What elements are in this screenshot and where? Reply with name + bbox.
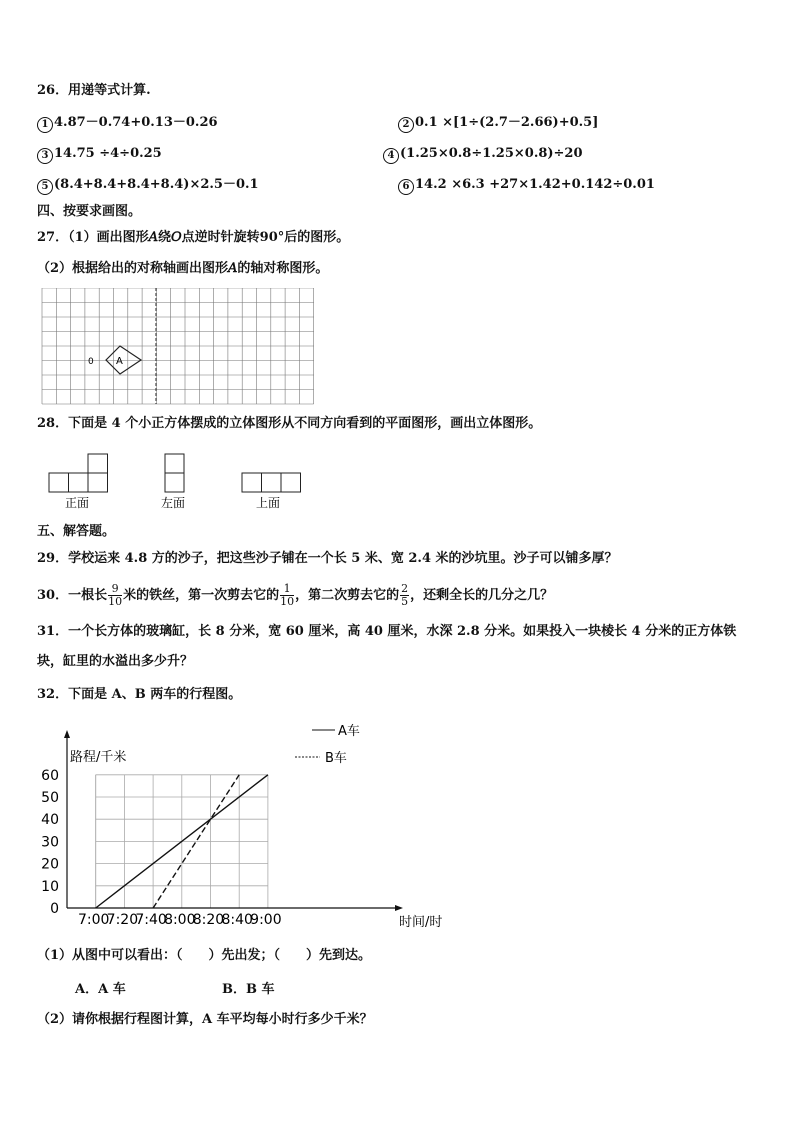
q26-item-5 bbox=[37, 176, 259, 195]
circled-number: 6 bbox=[398, 179, 414, 195]
grid-figure bbox=[41, 288, 315, 406]
y-tick-label: 30 bbox=[41, 834, 59, 851]
x-tick-label: 8:00 bbox=[164, 912, 196, 928]
circled-number: 4 bbox=[383, 148, 399, 164]
q31-line2: 块，缸里的水溢出多少升？ bbox=[37, 654, 194, 669]
q26-item-3 bbox=[37, 145, 162, 164]
q26-item-6 bbox=[398, 176, 655, 195]
y-tick-label: 10 bbox=[41, 878, 59, 895]
q30-part-a: 30．一根长 bbox=[37, 588, 108, 603]
x-tick-label: 7:20 bbox=[106, 912, 139, 928]
q26-item-4 bbox=[383, 145, 583, 164]
y-tick-label: 60 bbox=[41, 767, 59, 784]
circled-number: 2 bbox=[398, 117, 414, 133]
view-label-front: 正面 bbox=[65, 496, 90, 510]
q26-item-1 bbox=[37, 114, 218, 133]
circled-number: 3 bbox=[37, 148, 53, 164]
q28-views bbox=[45, 450, 315, 518]
q27-part2: （2）根据给出的对称轴画出图形𝐴的轴对称图形。 bbox=[37, 261, 329, 276]
q30-part-b: 米的铁丝，第一次剪去它的 bbox=[123, 588, 280, 603]
q30-part-d: ，还剩全长的几分之几？ bbox=[410, 588, 554, 603]
x-tick-label: 9:00 bbox=[250, 912, 282, 928]
q28-text: 28．下面是 4 个小正方体摆成的立体图形从不同方向看到的平面图形，画出立体图形。 bbox=[37, 416, 542, 431]
front-view bbox=[49, 454, 108, 492]
q32-sub2: （2）请你根据行程图计算，A 车平均每小时行多少千米？ bbox=[37, 1012, 373, 1027]
y-axis-label: 路程/千米 bbox=[70, 749, 127, 765]
left-view bbox=[165, 454, 184, 492]
circled-number: 5 bbox=[37, 179, 53, 195]
y-axis-arrow bbox=[64, 730, 70, 738]
circled-number: 1 bbox=[37, 117, 53, 133]
shape-a-label: A bbox=[116, 356, 123, 367]
section-4-heading: 四、按要求画图。 bbox=[37, 204, 142, 219]
q31-line1: 31．一个长方体的玻璃缸，长 8 分米，宽 60 厘米，高 40 厘米，水深 2.8 分米。如果投入一块棱长 4 分米的正方体铁 bbox=[37, 624, 737, 639]
option-b: B．B 车 bbox=[222, 982, 275, 997]
x-tick-label: 8:40 bbox=[221, 912, 253, 928]
fraction-9-10: $\frac{9}{10}$ bbox=[108, 582, 123, 608]
expression: 14.2 ×6.3 +27×1.42+0.142÷0.01 bbox=[415, 177, 655, 192]
x-tick-label: 7:00 bbox=[77, 912, 110, 928]
expression: 14.75 ÷4÷0.25 bbox=[54, 146, 162, 161]
view-label-top: 上面 bbox=[256, 496, 281, 510]
legend-a-label: A车 bbox=[338, 724, 360, 739]
y-tick-label: 20 bbox=[41, 856, 59, 873]
section-5-heading: 五、解答题。 bbox=[37, 524, 116, 539]
top-view bbox=[242, 473, 301, 492]
expression: 4.87－0.74+0.13－0.26 bbox=[54, 115, 218, 130]
expression: (8.4+8.4+8.4+8.4)×2.5－0.1 bbox=[54, 177, 259, 192]
view-label-left: 左面 bbox=[161, 496, 186, 510]
q30-text bbox=[37, 578, 553, 614]
option-a: A．A 车 bbox=[75, 982, 126, 997]
q30-part-c: ，第二次剪去它的 bbox=[295, 588, 400, 603]
x-tick-label: 8:20 bbox=[192, 912, 225, 928]
y-tick-label: 50 bbox=[41, 790, 59, 806]
y-tick-label: 0 bbox=[50, 901, 59, 917]
y-tick-label: 40 bbox=[41, 812, 59, 829]
travel-chart bbox=[30, 715, 460, 935]
point-o-label: 0 bbox=[88, 357, 94, 367]
fraction-1-10: $\frac{1}{10}$ bbox=[280, 582, 295, 608]
x-axis-arrow bbox=[395, 905, 403, 911]
x-axis-label: 时间/时 bbox=[399, 915, 443, 930]
fraction-2-5: $\frac{2}{5}$ bbox=[401, 582, 409, 608]
q26-item-2 bbox=[398, 114, 598, 133]
q26-title: 26．用递等式计算. bbox=[37, 83, 151, 98]
q32-title: 32．下面是 A、B 两车的行程图。 bbox=[37, 687, 242, 702]
x-tick-label: 7:40 bbox=[135, 912, 167, 928]
legend-b-label: B车 bbox=[325, 751, 347, 766]
expression: (1.25×0.8÷1.25×0.8)÷20 bbox=[400, 146, 583, 161]
shape-a bbox=[106, 346, 141, 374]
q32-sub1: （1）从图中可以看出：（ ）先出发；（ ）先到达。 bbox=[37, 948, 372, 963]
q29-text: 29．学校运来 4.8 方的沙子，把这些沙子铺在一个长 5 米、宽 2.4 米的沙坑里。沙子可以铺多厚？ bbox=[37, 551, 618, 566]
q27-part1: 27．（1）画出图形𝐴绕𝑂点逆时针旋转90°后的图形。 bbox=[37, 230, 350, 245]
expression: 0.1 ×[1÷(2.7－2.66)+0.5] bbox=[415, 115, 599, 130]
